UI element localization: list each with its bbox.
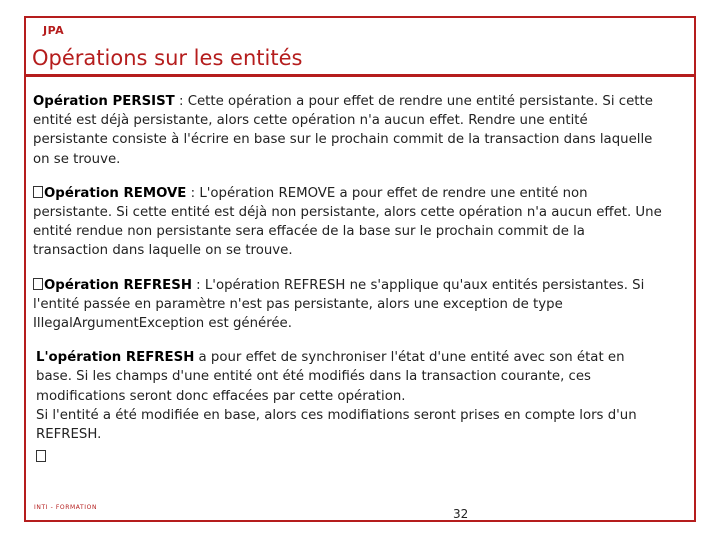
refresh-effect-text: a pour effet de synchroniser l'état d'une entité avec son état en base. Si les champs d'une entité ont été modifiés dans la transaction courante, ces modifications seront donc effacées par cette opération.: [36, 350, 625, 404]
bullet-box-icon: [36, 450, 46, 462]
title-underline: [24, 74, 696, 77]
refresh-exception: IllegalArgumentException: [33, 316, 205, 332]
remove-text: : L'opération REMOVE a pour effet de rendre une entité non persistante. Si cette entité est déjà non persistante, alors cette opération n'a aucun effet. Une entité rendue non persistante sera effacée de la base sur le prochain commit de la transaction dans laquelle on se trouve.: [33, 185, 662, 259]
paragraph-remove: [33, 184, 663, 261]
paragraph-refresh: [33, 276, 663, 334]
bullet-box-icon: [33, 278, 43, 290]
section-label: JPA: [43, 24, 65, 37]
page-number: 32: [453, 507, 469, 521]
refresh-text-after: est générée.: [204, 316, 292, 332]
persist-label: Opération PERSIST: [33, 94, 175, 109]
refresh-effect-label: L'opération REFRESH: [36, 350, 195, 366]
paragraph-persist: [33, 92, 663, 169]
remove-label: Opération REMOVE: [44, 185, 187, 201]
page-title: Opérations sur les entités: [32, 46, 303, 70]
refresh-effect-text2: Si l'entité a été modifiée en base, alors ces modifiations seront prises en compte lors d'un REFRESH.: [36, 407, 637, 443]
footer-brand: INTI - FORMATION: [34, 504, 98, 511]
refresh-label: Opération REFRESH: [44, 277, 192, 293]
paragraph-refresh-effect: [33, 348, 663, 467]
slide-body: [33, 92, 663, 482]
bullet-box-icon: [33, 186, 43, 198]
persist-text: : Cette opération a pour effet de rendre une entité persistante. Si cette entité est déjà persistante, alors cette opération n'a aucun effet. Rendre une entité persistante consiste à l'écrire en base sur le prochain commit de la transaction dans laquelle on se trouve.: [33, 94, 653, 167]
refresh-text-before: : L'opération REFRESH ne s'applique qu'aux entités persistantes. Si l'entité passée en paramètre n'est pas persistante, alors une exception de type: [33, 277, 645, 312]
